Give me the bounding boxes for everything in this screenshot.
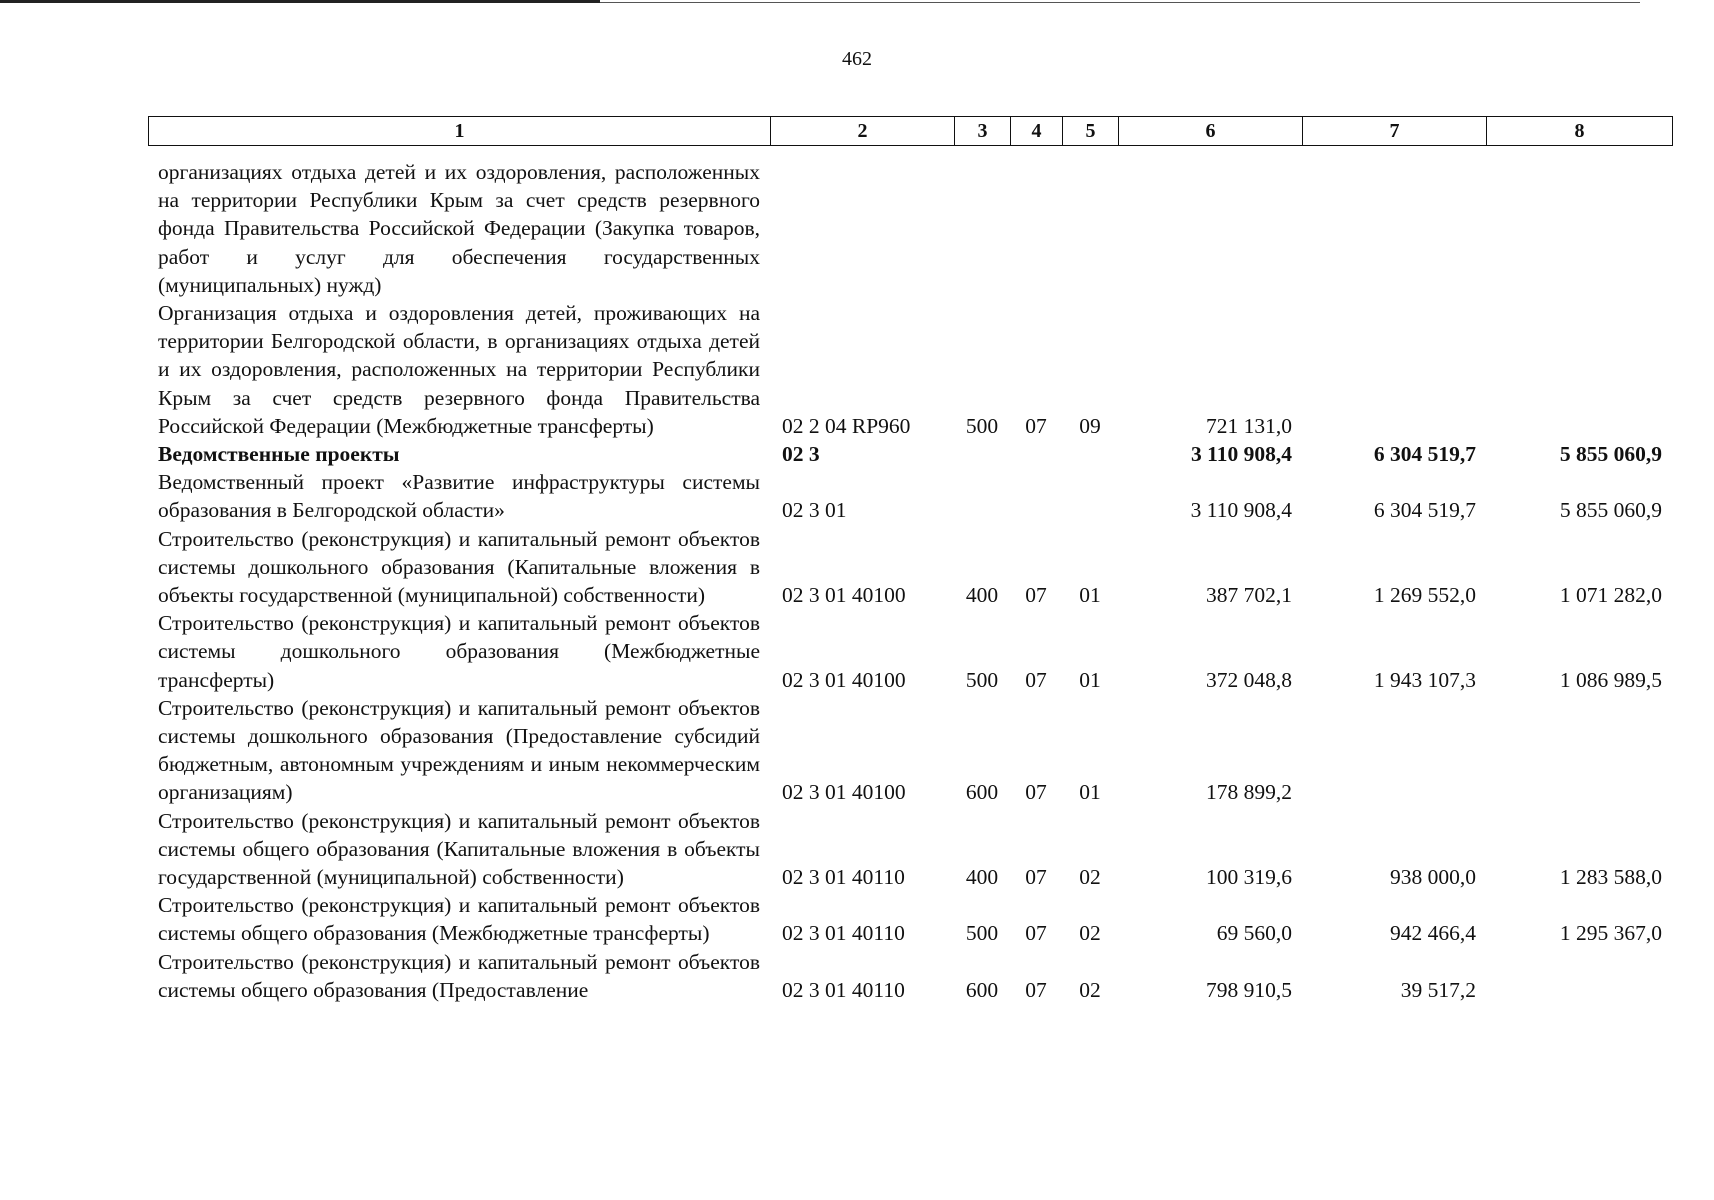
amount-col-8: 1 086 989,5	[1559, 667, 1662, 692]
table-row	[148, 299, 1672, 440]
column-header-1: 1	[149, 117, 771, 146]
row-description: Ведомственный проект «Развитие инфраструктуры системы образования в Белгородской области»	[158, 470, 760, 523]
expense-type-code: 600	[965, 977, 999, 1002]
amount-col-7: 1 943 107,3	[1373, 667, 1476, 692]
budget-table-body	[148, 158, 1672, 1004]
row-description: Строительство (реконструкция) и капитальный ремонт объектов системы дошкольного образования (Межбюджетные трансферты)	[158, 611, 760, 692]
amount-col-6: 798 910,5	[1206, 977, 1292, 1002]
column-header-7: 7	[1303, 117, 1487, 146]
table-row	[148, 440, 1672, 468]
column-header-row	[148, 116, 1673, 146]
scan-edge-line	[600, 2, 1640, 3]
expense-type-code: 500	[965, 921, 999, 946]
table-row	[148, 807, 1672, 892]
table-row	[148, 948, 1672, 1004]
subsection-code: 02	[1079, 865, 1101, 890]
row-description: организациях отдыха детей и их оздоровления, расположенных на территории Республики Крым за счет средств резервного фонда Правительства Российской Федерации (Закупка товаров, работ и услуг для обеспечения государственных (муниципальных) нужд)	[158, 160, 760, 297]
amount-col-8: 1 071 282,0	[1559, 583, 1662, 608]
amount-col-6: 3 110 908,4	[1191, 442, 1292, 467]
table-row	[148, 525, 1672, 610]
section-code: 07	[1025, 780, 1047, 805]
row-description: Строительство (реконструкция) и капитальный ремонт объектов системы дошкольного образования (Капитальные вложения в объекты государственной (муниципальной) собственности)	[158, 526, 760, 608]
amount-col-7: 1 269 552,0	[1373, 583, 1476, 608]
subsection-code	[1062, 158, 1118, 299]
row-description: Строительство (реконструкция) и капитальный ремонт объектов системы общего образования (Межбюджетные трансферты)	[158, 893, 760, 946]
expense-type-code: 400	[965, 583, 999, 608]
classification-code: 02 3 01 40110	[782, 865, 905, 890]
amount-col-6: 721 131,0	[1206, 413, 1292, 438]
classification-code	[770, 158, 954, 299]
classification-code: 02 3 01 40100	[782, 780, 906, 805]
expense-type-code: 600	[965, 780, 999, 805]
section-code: 07	[1025, 413, 1047, 438]
classification-code: 02 3 01	[782, 498, 847, 523]
expense-type-code: 500	[965, 413, 999, 438]
classification-code: 02 3 01 40110	[782, 977, 905, 1002]
classification-code: 02 3 01 40100	[782, 583, 906, 608]
section-code	[1010, 158, 1062, 299]
row-description: Строительство (реконструкция) и капитальный ремонт объектов системы дошкольного образования (Предоставление субсидий бюджетным, автономным учреждениям и иным некоммерческим организациям)	[158, 695, 760, 805]
amount-col-7: 6 304 519,7	[1373, 498, 1476, 523]
section-code: 07	[1025, 977, 1047, 1002]
amount-col-8: 5 855 060,9	[1559, 442, 1662, 467]
section-code: 07	[1025, 921, 1047, 946]
column-header-2: 2	[771, 117, 955, 146]
subsection-code	[1062, 440, 1118, 468]
table-row	[148, 694, 1672, 807]
expense-type-code: 400	[965, 865, 999, 890]
amount-col-7: 942 466,4	[1390, 921, 1476, 946]
subsection-code: 01	[1079, 667, 1101, 692]
subsection-code: 09	[1079, 413, 1101, 438]
amount-col-8	[1486, 299, 1672, 440]
subsection-code: 02	[1079, 921, 1101, 946]
table-row	[148, 609, 1672, 694]
classification-code: 02 2 04 RP960	[782, 413, 911, 438]
amount-col-7: 6 304 519,7	[1373, 442, 1476, 467]
amount-col-6: 178 899,2	[1206, 780, 1292, 805]
expense-type-code: 500	[965, 667, 999, 692]
amount-col-8	[1486, 694, 1672, 807]
section-code: 07	[1025, 667, 1047, 692]
section-code	[1010, 468, 1062, 524]
subsection-code	[1062, 468, 1118, 524]
amount-col-6: 69 560,0	[1216, 921, 1292, 946]
amount-col-6: 3 110 908,4	[1190, 498, 1292, 523]
section-code	[1010, 440, 1062, 468]
expense-type-code	[954, 158, 1010, 299]
expense-type-code	[954, 468, 1010, 524]
column-header-8: 8	[1487, 117, 1673, 146]
column-header-6: 6	[1119, 117, 1303, 146]
row-description: Ведомственные проекты	[158, 442, 400, 467]
amount-col-7	[1302, 694, 1486, 807]
scan-edge-top	[0, 0, 600, 3]
section-code: 07	[1025, 865, 1047, 890]
column-header-4: 4	[1011, 117, 1063, 146]
amount-col-7	[1302, 158, 1486, 299]
table-row	[148, 891, 1672, 947]
amount-col-8	[1486, 158, 1672, 299]
amount-col-6	[1118, 158, 1302, 299]
amount-col-8: 1 295 367,0	[1559, 921, 1662, 946]
column-header-5: 5	[1063, 117, 1119, 146]
row-description: Организация отдыха и оздоровления детей, проживающих на территории Белгородской области, в организациях отдыха детей и их оздоровления, расположенных на территории Республики Крым за счет средств резервного фонда Правительства Российской Федерации (Межбюджетные трансферты)	[158, 301, 760, 438]
expense-type-code	[954, 440, 1010, 468]
subsection-code: 01	[1079, 780, 1101, 805]
amount-col-7: 938 000,0	[1390, 865, 1476, 890]
classification-code: 02 3 01 40110	[782, 921, 905, 946]
row-description: Строительство (реконструкция) и капитальный ремонт объектов системы общего образования (Предоставление	[158, 949, 760, 1002]
amount-col-8: 5 855 060,9	[1559, 498, 1662, 523]
amount-col-6: 372 048,8	[1206, 667, 1292, 692]
amount-col-6: 387 702,1	[1206, 583, 1292, 608]
section-code: 07	[1025, 583, 1047, 608]
amount-col-8	[1486, 948, 1672, 1004]
subsection-code: 02	[1079, 977, 1101, 1002]
column-header-3: 3	[955, 117, 1011, 146]
amount-col-7	[1302, 299, 1486, 440]
table-row	[148, 158, 1672, 299]
table-row	[148, 468, 1672, 524]
row-description: Строительство (реконструкция) и капитальный ремонт объектов системы общего образования (Капитальные вложения в объекты государственной (муниципальной) собственности)	[158, 808, 760, 890]
page-number: 462	[842, 48, 872, 70]
amount-col-7: 39 517,2	[1400, 977, 1476, 1002]
classification-code: 02 3 01 40100	[782, 667, 906, 692]
subsection-code: 01	[1079, 583, 1101, 608]
classification-code: 02 3	[782, 442, 820, 467]
amount-col-6: 100 319,6	[1206, 865, 1292, 890]
amount-col-8: 1 283 588,0	[1559, 865, 1662, 890]
